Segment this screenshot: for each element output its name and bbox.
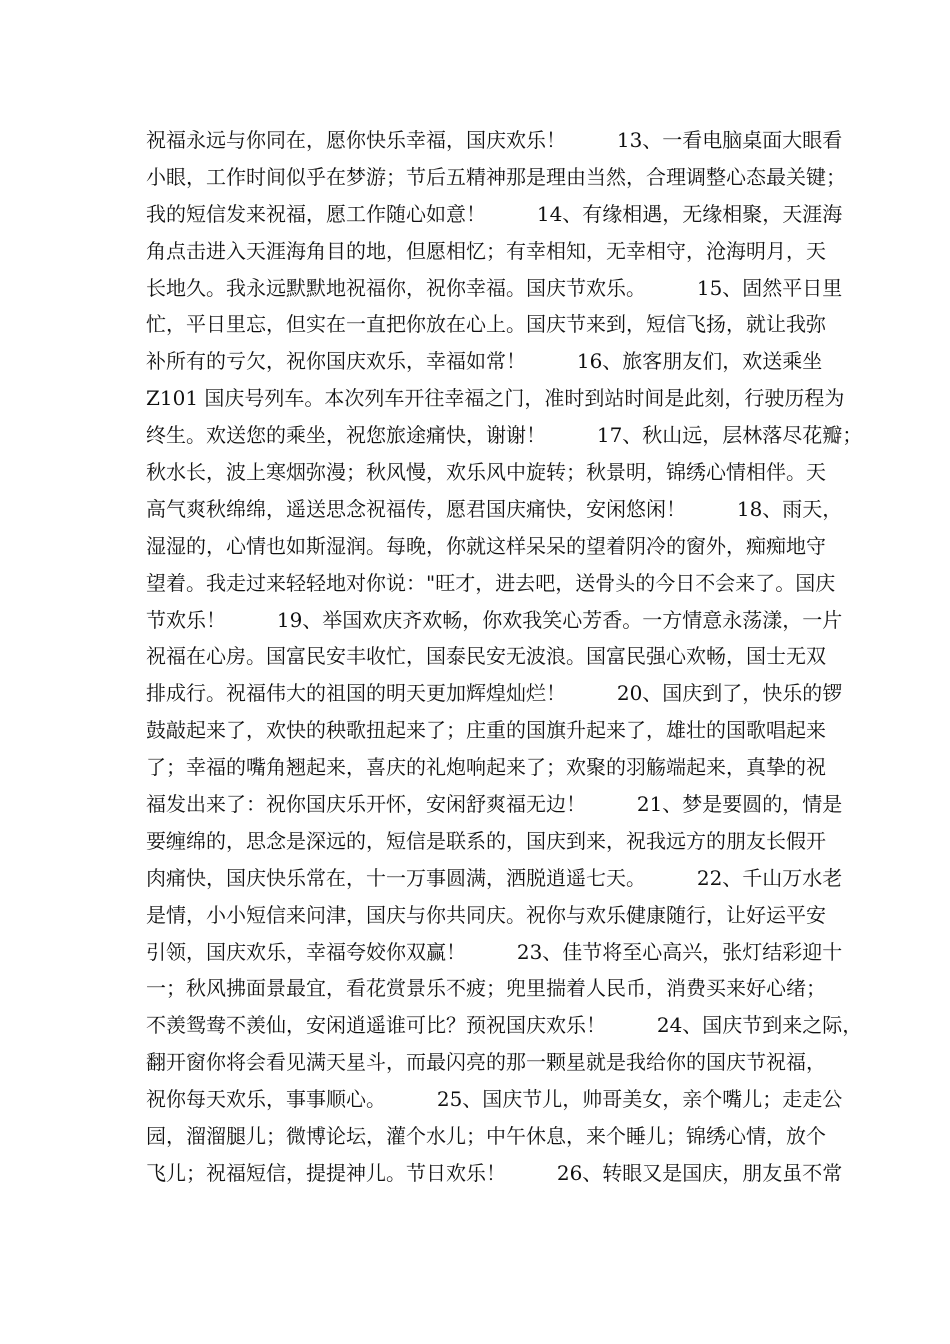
text-line: 鼓敲起来了，欢快的秧歌扭起来了；庄重的国旗升起来了，雄壮的国歌唱起来 [146,718,826,743]
text-line: 角点击进入天涯海角目的地，但愿相忆；有幸相知，无幸相守，沧海明月，天 [146,238,826,263]
text-line: 小眼，工作时间似乎在梦游；节后五精神那是理由当然，合理调整心态最关键； [146,164,846,189]
text-line: 我的短信发来祝福，愿工作随心如意！ 14、有缘相遇，无缘相聚，天涯海 [146,201,843,226]
text-line: 秋水长，波上寒烟弥漫；秋风慢，欢乐风中旋转；秋景明，锦绣心情相伴。天 [146,460,826,485]
text-line: 飞儿；祝福短信，提提神儿。节日欢乐！ 26、转眼又是国庆，朋友虽不常 [146,1160,843,1185]
text-line: 湿湿的，心情也如斯湿润。每晚，你就这样呆呆的望着阴冷的窗外，痴痴地守 [146,533,826,558]
text-line: 翻开窗你将会看见满天星斗，而最闪亮的那一颗星就是我给你的国庆节祝福， [146,1050,826,1075]
text-line: 终生。欢送您的乘坐，祝您旅途痛快，谢谢！ 17、秋山远，层林落尽花瓣； [146,423,863,448]
body-text [146,122,863,1192]
text-line: 长地久。我永远默默地祝福你，祝你幸福。国庆节欢乐。 15、固然平日里 [146,275,843,300]
text-line: 了；幸福的嘴角翘起来，喜庆的礼炮响起来了；欢聚的羽觞端起来，真挚的祝 [146,755,826,780]
text-line: 不羡鸳鸯不羡仙，安闲逍遥谁可比？预祝国庆欢乐！ 24、国庆节到来之际， [146,1013,863,1038]
text-line: 补所有的亏欠，祝你国庆欢乐，幸福如常！ 16、旅客朋友们，欢送乘坐 [146,349,823,374]
text-line: Z101 国庆号列车。本次列车开往幸福之门，准时到站时间是此刻，行驶历程为 [146,386,845,411]
text-line: 节欢乐！ 19、举国欢庆齐欢畅，你欢我笑心芳香。一方情意永荡漾，一片 [146,607,843,632]
text-line: 肉痛快，国庆快乐常在，十一万事圆满，洒脱逍遥七天。 22、千山万水老 [146,865,843,890]
text-line: 祝你每天欢乐，事事顺心。 25、国庆节儿，帅哥美女，亲个嘴儿；走走公 [146,1087,843,1112]
text-line: 一；秋风拂面景最宜，看花赏景乐不疲；兜里揣着人民币，消费买来好心绪； [146,976,826,1001]
text-line: 要缠绵的，思念是深远的，短信是联系的，国庆到来，祝我远方的朋友长假开 [146,828,826,853]
text-line: 是情，小小短信来问津，国庆与你共同庆。祝你与欢乐健康随行，让好运平安 [146,902,826,927]
text-line: 高气爽秋绵绵，遥送思念祝福传，愿君国庆痛快，安闲悠闲！ 18、雨天， [146,496,843,521]
text-line: 福发出来了：祝你国庆乐开怀，安闲舒爽福无边！ 21、梦是要圆的，情是 [146,792,843,817]
text-line: 望着。我走过来轻轻地对你说："旺才，进去吧，送骨头的今日不会来了。国庆 [146,570,836,595]
text-line: 引领，国庆欢乐，幸福夸姣你双赢！ 23、佳节将至心高兴，张灯结彩迎十 [146,939,843,964]
text-line: 排成行。祝福伟大的祖国的明天更加辉煌灿烂！ 20、国庆到了，快乐的锣 [146,681,843,706]
text-line: 忙，平日里忘，但实在一直把你放在心上。国庆节来到，短信飞扬，就让我弥 [146,312,826,337]
text-line: 祝福永远与你同在，愿你快乐幸福，国庆欢乐！ 13、一看电脑桌面大眼看 [146,128,843,152]
text-line: 园，溜溜腿儿；微博论坛，灌个水儿；中午休息，来个睡儿；锦绣心情，放个 [146,1124,826,1149]
text-line: 祝福在心房。国富民安丰收忙，国泰民安无波浪。国富民强心欢畅，国士无双 [146,644,826,669]
